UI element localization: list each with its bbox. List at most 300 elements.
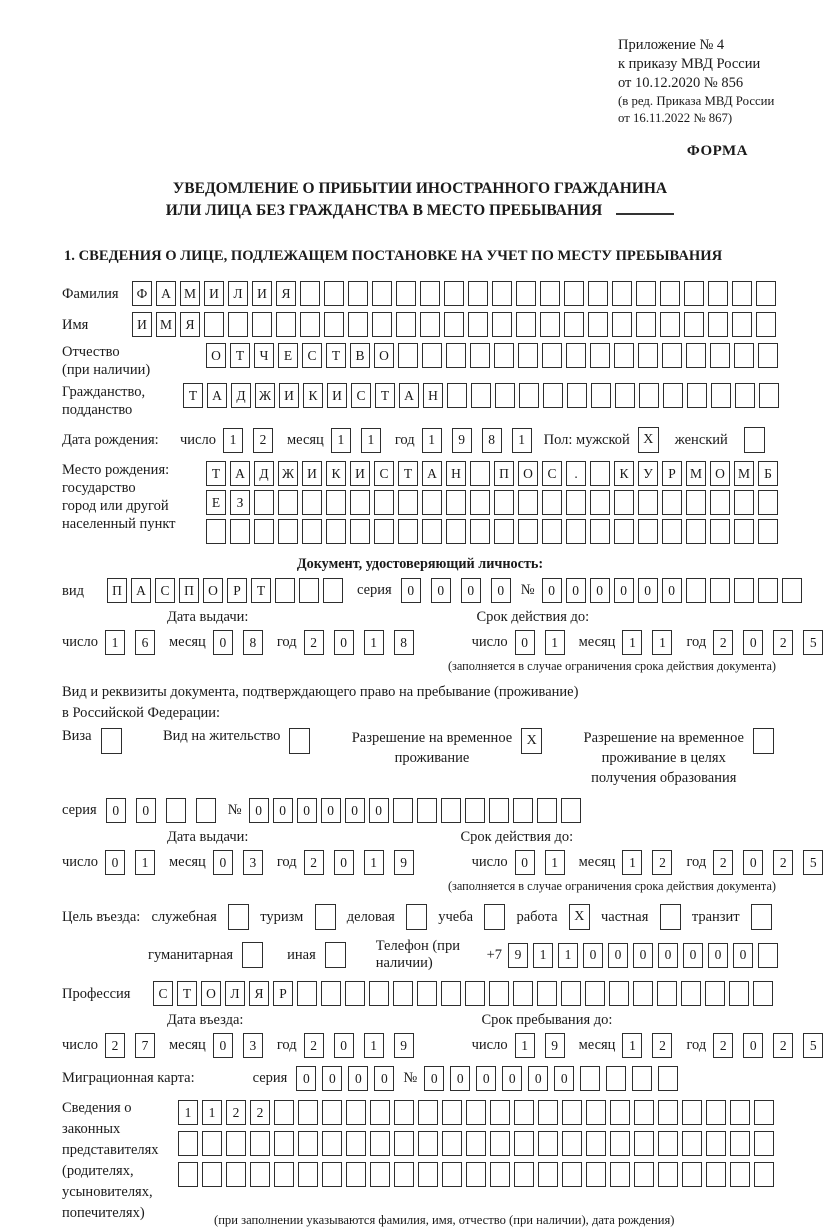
char-box[interactable] bbox=[275, 578, 295, 603]
purpose-humanitarian-checkbox[interactable] bbox=[242, 942, 263, 968]
char-box[interactable]: Ж bbox=[278, 461, 298, 486]
char-box[interactable]: 0 bbox=[658, 943, 678, 968]
char-box[interactable] bbox=[542, 490, 562, 515]
char-box[interactable] bbox=[586, 1162, 606, 1187]
char-box[interactable] bbox=[758, 519, 778, 544]
char-box[interactable] bbox=[610, 1100, 630, 1125]
surname-input[interactable] bbox=[132, 281, 776, 306]
res-series-input[interactable] bbox=[106, 798, 216, 823]
char-box[interactable] bbox=[274, 1131, 294, 1156]
char-box[interactable] bbox=[417, 798, 437, 823]
char-box[interactable] bbox=[562, 1131, 582, 1156]
char-box[interactable]: М bbox=[156, 312, 176, 337]
char-box[interactable]: С bbox=[542, 461, 562, 486]
char-box[interactable] bbox=[348, 281, 368, 306]
char-box[interactable]: 0 bbox=[633, 943, 653, 968]
char-box[interactable] bbox=[586, 1131, 606, 1156]
char-box[interactable]: У bbox=[638, 461, 658, 486]
char-box[interactable]: 1 bbox=[223, 428, 243, 453]
char-box[interactable]: П bbox=[179, 578, 199, 603]
char-box[interactable]: 0 bbox=[476, 1066, 496, 1091]
char-box[interactable] bbox=[782, 578, 802, 603]
char-box[interactable]: И bbox=[204, 281, 224, 306]
char-box[interactable]: Т bbox=[326, 343, 346, 368]
char-box[interactable] bbox=[278, 519, 298, 544]
char-box[interactable]: 1 bbox=[512, 428, 532, 453]
char-box[interactable]: 0 bbox=[374, 1066, 394, 1091]
char-box[interactable]: 0 bbox=[213, 850, 233, 875]
char-box[interactable] bbox=[492, 281, 512, 306]
purpose-tourism-checkbox[interactable] bbox=[315, 904, 336, 930]
res-issue-day-input[interactable] bbox=[105, 850, 155, 875]
char-box[interactable] bbox=[706, 1100, 726, 1125]
res-valid-month-input[interactable] bbox=[622, 850, 672, 875]
char-box[interactable]: З bbox=[230, 490, 250, 515]
char-box[interactable]: А bbox=[207, 383, 227, 408]
char-box[interactable] bbox=[446, 343, 466, 368]
char-box[interactable]: 6 bbox=[135, 630, 155, 655]
char-box[interactable] bbox=[490, 1131, 510, 1156]
char-box[interactable]: 2 bbox=[713, 850, 733, 875]
char-box[interactable] bbox=[759, 383, 779, 408]
char-box[interactable] bbox=[588, 281, 608, 306]
res-valid-day-input[interactable] bbox=[515, 850, 565, 875]
char-box[interactable]: 1 bbox=[331, 428, 351, 453]
char-box[interactable]: Ж bbox=[255, 383, 275, 408]
citizenship-input[interactable] bbox=[183, 383, 779, 408]
char-box[interactable]: 2 bbox=[304, 1033, 324, 1058]
char-box[interactable] bbox=[538, 1100, 558, 1125]
char-box[interactable] bbox=[489, 798, 509, 823]
char-box[interactable] bbox=[561, 981, 581, 1006]
representatives-line2-input[interactable] bbox=[178, 1131, 774, 1156]
char-box[interactable] bbox=[398, 490, 418, 515]
char-box[interactable] bbox=[417, 981, 437, 1006]
char-box[interactable]: 1 bbox=[545, 850, 565, 875]
char-box[interactable]: 1 bbox=[364, 1033, 384, 1058]
char-box[interactable] bbox=[564, 281, 584, 306]
char-box[interactable] bbox=[758, 343, 778, 368]
char-box[interactable] bbox=[250, 1131, 270, 1156]
char-box[interactable] bbox=[538, 1131, 558, 1156]
char-box[interactable]: 0 bbox=[321, 798, 341, 823]
char-box[interactable]: Р bbox=[273, 981, 293, 1006]
char-box[interactable] bbox=[686, 490, 706, 515]
char-box[interactable]: 1 bbox=[515, 1033, 535, 1058]
char-box[interactable] bbox=[276, 312, 296, 337]
char-box[interactable] bbox=[468, 281, 488, 306]
char-box[interactable] bbox=[324, 281, 344, 306]
birthplace-line2-input[interactable] bbox=[206, 490, 778, 515]
char-box[interactable] bbox=[636, 312, 656, 337]
char-box[interactable] bbox=[514, 1162, 534, 1187]
char-box[interactable]: 7 bbox=[135, 1033, 155, 1058]
char-box[interactable] bbox=[369, 981, 389, 1006]
entry-year-input[interactable] bbox=[304, 1033, 414, 1058]
char-box[interactable] bbox=[442, 1131, 462, 1156]
entry-month-input[interactable] bbox=[213, 1033, 263, 1058]
char-box[interactable]: И bbox=[252, 281, 272, 306]
char-box[interactable]: 0 bbox=[491, 578, 511, 603]
char-box[interactable] bbox=[590, 519, 610, 544]
char-box[interactable] bbox=[711, 383, 731, 408]
res-issue-month-input[interactable] bbox=[213, 850, 263, 875]
char-box[interactable] bbox=[684, 312, 704, 337]
char-box[interactable]: 0 bbox=[334, 850, 354, 875]
char-box[interactable] bbox=[466, 1131, 486, 1156]
char-box[interactable] bbox=[634, 1100, 654, 1125]
char-box[interactable]: 1 bbox=[545, 630, 565, 655]
char-box[interactable] bbox=[250, 1162, 270, 1187]
char-box[interactable] bbox=[730, 1162, 750, 1187]
char-box[interactable]: 1 bbox=[652, 630, 672, 655]
char-box[interactable]: К bbox=[326, 461, 346, 486]
char-box[interactable]: 2 bbox=[226, 1100, 246, 1125]
char-box[interactable]: А bbox=[230, 461, 250, 486]
char-box[interactable] bbox=[422, 343, 442, 368]
char-box[interactable] bbox=[710, 490, 730, 515]
char-box[interactable] bbox=[300, 312, 320, 337]
char-box[interactable] bbox=[518, 343, 538, 368]
representatives-line1-input[interactable] bbox=[178, 1100, 774, 1125]
char-box[interactable]: 0 bbox=[334, 630, 354, 655]
char-box[interactable] bbox=[519, 383, 539, 408]
char-box[interactable]: 0 bbox=[515, 630, 535, 655]
char-box[interactable]: 1 bbox=[364, 850, 384, 875]
char-box[interactable]: Л bbox=[228, 281, 248, 306]
char-box[interactable] bbox=[446, 519, 466, 544]
char-box[interactable] bbox=[681, 981, 701, 1006]
char-box[interactable]: 0 bbox=[515, 850, 535, 875]
char-box[interactable]: 2 bbox=[652, 850, 672, 875]
char-box[interactable] bbox=[274, 1100, 294, 1125]
char-box[interactable] bbox=[393, 798, 413, 823]
char-box[interactable] bbox=[178, 1162, 198, 1187]
char-box[interactable] bbox=[468, 312, 488, 337]
char-box[interactable]: 2 bbox=[773, 630, 793, 655]
char-box[interactable]: П bbox=[107, 578, 127, 603]
res-issue-year-input[interactable] bbox=[304, 850, 414, 875]
char-box[interactable]: 0 bbox=[431, 578, 451, 603]
char-box[interactable] bbox=[708, 312, 728, 337]
char-box[interactable] bbox=[326, 519, 346, 544]
purpose-official-checkbox[interactable] bbox=[228, 904, 249, 930]
char-box[interactable] bbox=[662, 519, 682, 544]
char-box[interactable] bbox=[706, 1131, 726, 1156]
char-box[interactable] bbox=[422, 519, 442, 544]
char-box[interactable] bbox=[658, 1131, 678, 1156]
char-box[interactable]: С bbox=[153, 981, 173, 1006]
char-box[interactable] bbox=[324, 312, 344, 337]
char-box[interactable] bbox=[566, 343, 586, 368]
char-box[interactable] bbox=[466, 1100, 486, 1125]
char-box[interactable]: 0 bbox=[590, 578, 610, 603]
char-box[interactable]: И bbox=[132, 312, 152, 337]
char-box[interactable] bbox=[398, 343, 418, 368]
char-box[interactable] bbox=[561, 798, 581, 823]
char-box[interactable] bbox=[442, 1162, 462, 1187]
char-box[interactable] bbox=[590, 490, 610, 515]
char-box[interactable] bbox=[754, 1100, 774, 1125]
char-box[interactable]: Ч bbox=[254, 343, 274, 368]
char-box[interactable] bbox=[345, 981, 365, 1006]
stay-month-input[interactable] bbox=[622, 1033, 672, 1058]
char-box[interactable]: 1 bbox=[135, 850, 155, 875]
char-box[interactable] bbox=[465, 981, 485, 1006]
char-box[interactable]: 0 bbox=[105, 850, 125, 875]
char-box[interactable] bbox=[732, 312, 752, 337]
char-box[interactable] bbox=[470, 490, 490, 515]
char-box[interactable]: 0 bbox=[369, 798, 389, 823]
char-box[interactable] bbox=[494, 490, 514, 515]
char-box[interactable]: 0 bbox=[743, 1033, 763, 1058]
char-box[interactable]: О bbox=[710, 461, 730, 486]
char-box[interactable] bbox=[374, 490, 394, 515]
char-box[interactable] bbox=[326, 490, 346, 515]
char-box[interactable] bbox=[580, 1066, 600, 1091]
char-box[interactable]: И bbox=[350, 461, 370, 486]
char-box[interactable] bbox=[230, 519, 250, 544]
char-box[interactable] bbox=[734, 490, 754, 515]
char-box[interactable] bbox=[614, 519, 634, 544]
char-box[interactable]: 1 bbox=[364, 630, 384, 655]
char-box[interactable] bbox=[567, 383, 587, 408]
char-box[interactable]: Л bbox=[225, 981, 245, 1006]
char-box[interactable]: П bbox=[494, 461, 514, 486]
char-box[interactable]: Я bbox=[249, 981, 269, 1006]
char-box[interactable] bbox=[513, 981, 533, 1006]
char-box[interactable] bbox=[562, 1100, 582, 1125]
char-box[interactable] bbox=[658, 1100, 678, 1125]
char-box[interactable] bbox=[196, 798, 216, 823]
char-box[interactable]: 9 bbox=[545, 1033, 565, 1058]
char-box[interactable] bbox=[734, 578, 754, 603]
birth-year-input[interactable] bbox=[422, 428, 532, 453]
char-box[interactable]: 0 bbox=[213, 1033, 233, 1058]
purpose-work-checkbox[interactable]: X bbox=[569, 904, 590, 930]
char-box[interactable] bbox=[490, 1100, 510, 1125]
char-box[interactable] bbox=[633, 981, 653, 1006]
char-box[interactable] bbox=[322, 1162, 342, 1187]
char-box[interactable] bbox=[588, 312, 608, 337]
name-input[interactable] bbox=[132, 312, 776, 337]
char-box[interactable]: 0 bbox=[542, 578, 562, 603]
char-box[interactable]: 2 bbox=[304, 630, 324, 655]
char-box[interactable]: 0 bbox=[213, 630, 233, 655]
char-box[interactable] bbox=[710, 578, 730, 603]
char-box[interactable] bbox=[204, 312, 224, 337]
mig-series-input[interactable] bbox=[296, 1066, 394, 1091]
purpose-transit-checkbox[interactable] bbox=[751, 904, 772, 930]
char-box[interactable]: О bbox=[203, 578, 223, 603]
purpose-study-checkbox[interactable] bbox=[484, 904, 505, 930]
char-box[interactable] bbox=[634, 1162, 654, 1187]
char-box[interactable]: 2 bbox=[250, 1100, 270, 1125]
char-box[interactable] bbox=[660, 312, 680, 337]
char-box[interactable] bbox=[300, 281, 320, 306]
char-box[interactable]: 0 bbox=[401, 578, 421, 603]
char-box[interactable] bbox=[542, 519, 562, 544]
char-box[interactable] bbox=[446, 490, 466, 515]
char-box[interactable]: Д bbox=[231, 383, 251, 408]
char-box[interactable]: 2 bbox=[105, 1033, 125, 1058]
char-box[interactable]: 0 bbox=[638, 578, 658, 603]
char-box[interactable]: 0 bbox=[583, 943, 603, 968]
char-box[interactable] bbox=[516, 281, 536, 306]
char-box[interactable] bbox=[686, 519, 706, 544]
char-box[interactable] bbox=[441, 981, 461, 1006]
id-valid-year-input[interactable] bbox=[713, 630, 823, 655]
char-box[interactable] bbox=[322, 1131, 342, 1156]
char-box[interactable]: И bbox=[327, 383, 347, 408]
char-box[interactable] bbox=[278, 490, 298, 515]
char-box[interactable] bbox=[322, 1100, 342, 1125]
char-box[interactable] bbox=[444, 312, 464, 337]
stay-year-input[interactable] bbox=[713, 1033, 823, 1058]
char-box[interactable]: М bbox=[180, 281, 200, 306]
res-valid-year-input[interactable] bbox=[713, 850, 823, 875]
char-box[interactable] bbox=[636, 281, 656, 306]
sex-female-checkbox[interactable] bbox=[744, 427, 765, 453]
char-box[interactable]: С bbox=[155, 578, 175, 603]
char-box[interactable] bbox=[610, 1162, 630, 1187]
char-box[interactable]: Т bbox=[177, 981, 197, 1006]
char-box[interactable] bbox=[543, 383, 563, 408]
char-box[interactable] bbox=[447, 383, 467, 408]
char-box[interactable] bbox=[441, 798, 461, 823]
char-box[interactable]: Т bbox=[375, 383, 395, 408]
char-box[interactable] bbox=[537, 798, 557, 823]
char-box[interactable] bbox=[540, 281, 560, 306]
char-box[interactable] bbox=[489, 981, 509, 1006]
char-box[interactable] bbox=[662, 343, 682, 368]
id-issue-month-input[interactable] bbox=[213, 630, 263, 655]
char-box[interactable] bbox=[321, 981, 341, 1006]
char-box[interactable] bbox=[758, 578, 778, 603]
char-box[interactable] bbox=[465, 798, 485, 823]
temp-residence-edu-checkbox[interactable] bbox=[753, 728, 774, 754]
char-box[interactable] bbox=[202, 1131, 222, 1156]
char-box[interactable]: 8 bbox=[243, 630, 263, 655]
char-box[interactable]: 0 bbox=[297, 798, 317, 823]
char-box[interactable] bbox=[254, 490, 274, 515]
char-box[interactable]: И bbox=[302, 461, 322, 486]
char-box[interactable]: 0 bbox=[614, 578, 634, 603]
char-box[interactable] bbox=[494, 519, 514, 544]
char-box[interactable]: 1 bbox=[202, 1100, 222, 1125]
char-box[interactable]: 0 bbox=[334, 1033, 354, 1058]
char-box[interactable]: Р bbox=[227, 578, 247, 603]
char-box[interactable]: О bbox=[374, 343, 394, 368]
char-box[interactable] bbox=[514, 1100, 534, 1125]
char-box[interactable]: 1 bbox=[622, 850, 642, 875]
char-box[interactable] bbox=[705, 981, 725, 1006]
char-box[interactable] bbox=[394, 1100, 414, 1125]
char-box[interactable] bbox=[302, 490, 322, 515]
char-box[interactable]: 5 bbox=[803, 850, 823, 875]
char-box[interactable] bbox=[682, 1100, 702, 1125]
purpose-private-checkbox[interactable] bbox=[660, 904, 681, 930]
char-box[interactable]: 1 bbox=[422, 428, 442, 453]
char-box[interactable] bbox=[684, 281, 704, 306]
temp-residence-checkbox[interactable]: X bbox=[521, 728, 542, 754]
char-box[interactable]: 8 bbox=[394, 630, 414, 655]
char-box[interactable]: 0 bbox=[322, 1066, 342, 1091]
char-box[interactable]: 9 bbox=[394, 1033, 414, 1058]
char-box[interactable] bbox=[662, 490, 682, 515]
char-box[interactable]: Т bbox=[251, 578, 271, 603]
char-box[interactable] bbox=[206, 519, 226, 544]
char-box[interactable]: 9 bbox=[508, 943, 528, 968]
char-box[interactable]: 3 bbox=[243, 850, 263, 875]
char-box[interactable]: Н bbox=[446, 461, 466, 486]
char-box[interactable] bbox=[470, 461, 490, 486]
char-box[interactable] bbox=[612, 281, 632, 306]
char-box[interactable] bbox=[566, 519, 586, 544]
char-box[interactable] bbox=[252, 312, 272, 337]
char-box[interactable]: К bbox=[614, 461, 634, 486]
char-box[interactable]: Т bbox=[398, 461, 418, 486]
char-box[interactable]: В bbox=[350, 343, 370, 368]
char-box[interactable]: Е bbox=[278, 343, 298, 368]
char-box[interactable]: Б bbox=[758, 461, 778, 486]
char-box[interactable] bbox=[590, 461, 610, 486]
visa-checkbox[interactable] bbox=[101, 728, 122, 754]
char-box[interactable] bbox=[686, 578, 706, 603]
char-box[interactable] bbox=[492, 312, 512, 337]
char-box[interactable] bbox=[682, 1162, 702, 1187]
char-box[interactable] bbox=[687, 383, 707, 408]
char-box[interactable]: А bbox=[131, 578, 151, 603]
char-box[interactable] bbox=[638, 519, 658, 544]
char-box[interactable] bbox=[470, 343, 490, 368]
char-box[interactable] bbox=[606, 1066, 626, 1091]
char-box[interactable]: 2 bbox=[773, 850, 793, 875]
char-box[interactable] bbox=[518, 519, 538, 544]
char-box[interactable] bbox=[226, 1162, 246, 1187]
char-box[interactable]: 3 bbox=[243, 1033, 263, 1058]
char-box[interactable]: 8 bbox=[482, 428, 502, 453]
char-box[interactable] bbox=[730, 1100, 750, 1125]
id-issue-year-input[interactable] bbox=[304, 630, 414, 655]
char-box[interactable]: Т bbox=[206, 461, 226, 486]
char-box[interactable] bbox=[590, 343, 610, 368]
char-box[interactable] bbox=[470, 519, 490, 544]
char-box[interactable]: 0 bbox=[296, 1066, 316, 1091]
stay-day-input[interactable] bbox=[515, 1033, 565, 1058]
char-box[interactable] bbox=[638, 343, 658, 368]
char-box[interactable]: 0 bbox=[502, 1066, 522, 1091]
char-box[interactable]: 0 bbox=[554, 1066, 574, 1091]
char-box[interactable]: 0 bbox=[733, 943, 753, 968]
char-box[interactable] bbox=[374, 519, 394, 544]
res-number-input[interactable] bbox=[249, 798, 581, 823]
doc-number-input[interactable] bbox=[542, 578, 802, 603]
char-box[interactable] bbox=[302, 519, 322, 544]
char-box[interactable]: М bbox=[734, 461, 754, 486]
char-box[interactable] bbox=[754, 1131, 774, 1156]
char-box[interactable] bbox=[422, 490, 442, 515]
char-box[interactable]: 1 bbox=[361, 428, 381, 453]
char-box[interactable] bbox=[660, 281, 680, 306]
char-box[interactable] bbox=[254, 519, 274, 544]
char-box[interactable] bbox=[566, 490, 586, 515]
char-box[interactable] bbox=[226, 1131, 246, 1156]
char-box[interactable]: 0 bbox=[683, 943, 703, 968]
char-box[interactable]: 0 bbox=[566, 578, 586, 603]
char-box[interactable] bbox=[735, 383, 755, 408]
char-box[interactable] bbox=[638, 490, 658, 515]
